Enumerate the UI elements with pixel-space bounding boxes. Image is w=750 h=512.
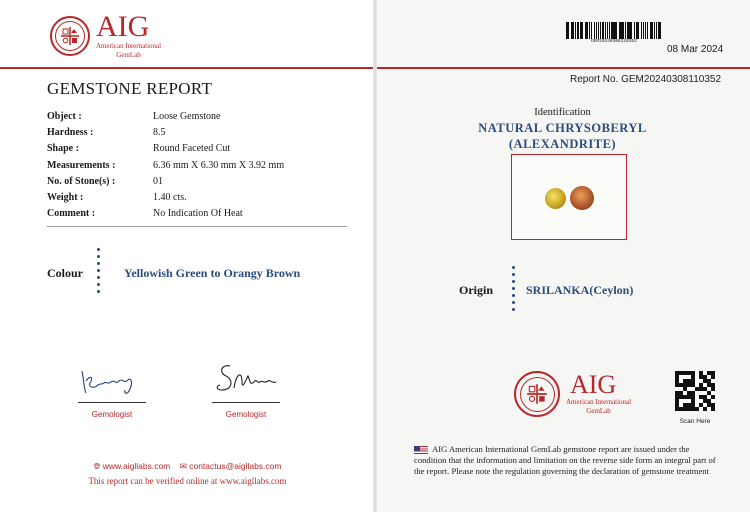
header-rule-right: [377, 67, 750, 69]
spec-row: [47, 173, 284, 189]
spec-label: Measurements :: [47, 159, 116, 171]
spec-value: 6.36 mm X 6.30 mm X 3.92 mm: [153, 159, 285, 171]
report-number: Report No. GEM20240308110352: [569, 74, 721, 85]
signature-2: [212, 360, 280, 402]
spec-label: Object :: [47, 110, 82, 122]
section-divider: [47, 226, 347, 227]
signature-line-1: [78, 402, 146, 403]
aig-logo-bottom: [514, 371, 631, 417]
logo-line1: American International: [566, 398, 632, 406]
signature-label-2: Gemologist: [225, 410, 267, 419]
page-fold: [373, 0, 377, 512]
scan-label: Scan Here: [679, 418, 711, 425]
origin-label: Origin: [459, 283, 494, 297]
logo-line1: American International: [96, 42, 162, 50]
website-link[interactable]: www.aigllabs.com: [102, 461, 171, 471]
spec-value: 1.40 cts.: [153, 192, 187, 204]
spec-row: [47, 141, 284, 157]
signature-1: [78, 363, 142, 399]
verify-note: This report can be verified online at www.aigllabs.com: [88, 476, 287, 486]
colour-dots-divider: [97, 248, 100, 297]
logo-line2: GemLab: [586, 407, 611, 415]
origin-dots-divider: [512, 266, 515, 315]
spec-label: Hardness :: [47, 126, 94, 138]
origin-value: SRILANKA(Ceylon): [526, 283, 634, 297]
spec-value: Round Faceted Cut: [153, 143, 231, 155]
barcode: [566, 22, 662, 39]
spec-label: Comment :: [47, 208, 96, 220]
mail-icon: ✉: [179, 461, 187, 471]
globe-icon: 🌐︎: [93, 461, 101, 471]
us-flag-icon: [414, 446, 428, 454]
spec-value: No Indication Of Heat: [153, 208, 243, 220]
identification-name-line1: NATURAL CHRYSOBERYL: [478, 121, 647, 135]
logo-name: AIG: [96, 10, 150, 43]
spec-row: [47, 189, 284, 205]
logo-name: AIG: [570, 370, 617, 399]
spec-label: Weight :: [47, 192, 84, 204]
identification-name: [375, 120, 750, 152]
contact-line: [0, 461, 375, 472]
identification-name-line2: (ALEXANDRITE): [508, 137, 617, 151]
aig-seal-icon: [514, 371, 560, 417]
barcode-number: GEM20240308110352: [591, 39, 637, 44]
report-date: 08 Mar 2024: [667, 44, 724, 55]
spec-row: [47, 157, 284, 173]
spec-value: 8.5: [153, 126, 166, 138]
identification-label: Identification: [534, 107, 591, 118]
header-rule-left: [0, 67, 373, 69]
qr-code[interactable]: [675, 371, 715, 411]
spec-value: 01: [153, 175, 163, 187]
gemstone-photo: [511, 154, 627, 240]
gemstone-image-1: [545, 188, 566, 209]
logo-line2: GemLab: [116, 51, 141, 59]
spec-row: [47, 108, 284, 124]
spec-row: [47, 124, 284, 140]
page-title: GEMSTONE REPORT: [47, 79, 213, 98]
aig-logo-top: [50, 12, 161, 60]
colour-label: Colour: [47, 266, 83, 280]
gemstone-image-2: [570, 186, 594, 210]
spec-label: Shape :: [47, 143, 79, 155]
email-link[interactable]: contactus@aigllabs.com: [189, 461, 282, 471]
spec-row: [47, 206, 284, 222]
spec-label: No. of Stone(s) :: [47, 175, 116, 187]
colour-value: Yellowish Green to Orangy Brown: [124, 266, 301, 280]
disclaimer: [414, 444, 719, 478]
aig-seal-icon: [50, 16, 90, 56]
disclaimer-text: AIG American International GemLab gemstone report are issued under the condition that the information and limitation on the reverse side form an integral part of the report. Please note the regulation governing the declaration of gemstone treatment: [414, 444, 716, 477]
signature-line-2: [212, 402, 280, 403]
spec-value: Loose Gemstone: [153, 110, 221, 122]
spec-table: [47, 108, 284, 222]
signature-label-1: Gemologist: [91, 410, 133, 419]
